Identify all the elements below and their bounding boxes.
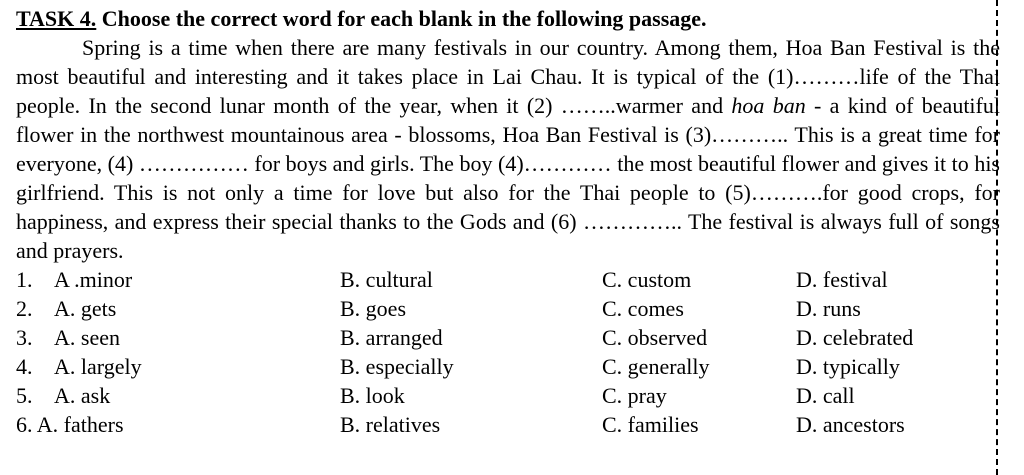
option-b: B. especially <box>340 354 454 379</box>
option-number: 3. <box>16 325 33 350</box>
passage-emphasis: hoa ban <box>731 93 806 118</box>
option-number: 4. <box>16 354 33 379</box>
option-row-3 <box>16 323 1000 352</box>
option-row-2 <box>16 294 1000 323</box>
option-c: C. pray <box>602 383 667 408</box>
option-c: C. custom <box>602 267 692 292</box>
passage-text-1: Spring is a time when there are many festivals in our country. Among them, Hoa Ban Festival is the most beautiful and interesting and it takes place in Lai Chau. It is typical of the (1)………life of the Thai people. In the second lunar month of the year, when it (2) ……..warmer and <box>16 35 1000 118</box>
option-d: D. typically <box>796 354 900 379</box>
option-a: A. seen <box>54 325 120 350</box>
option-d: D. call <box>796 383 855 408</box>
option-c: C. families <box>602 412 699 437</box>
option-number: 5. <box>16 383 33 408</box>
task-instruction: Choose the correct word for each blank in the following passage. <box>101 6 707 31</box>
option-c: C. observed <box>602 325 708 350</box>
option-d: D. festival <box>796 267 888 292</box>
task-label: TASK 4. <box>16 6 97 31</box>
option-c: C. comes <box>602 296 684 321</box>
option-row-4 <box>16 352 1000 381</box>
options-list <box>16 265 1000 439</box>
passage-text-2: - a kind of beautiful flower in the northwest mountainous area - blossoms, Hoa Ban Festival is (3)……….. This is a great time for everyone, (4) …………… for boys and girls. The boy (4)………… the most beautiful flower and gives it to his girlfriend. This is not only a time for love but also for the Thai people to (5)……….for good crops, for happiness, and express their special thanks to the Gods and (6) ………….. The festival is always full of songs and prayers. <box>16 93 1000 263</box>
document <box>16 4 1000 439</box>
option-a: A. ask <box>54 383 111 408</box>
option-b: B. relatives <box>340 412 441 437</box>
option-a: A. gets <box>54 296 117 321</box>
option-d: D. runs <box>796 296 861 321</box>
option-row-6 <box>16 410 1000 439</box>
option-b: B. look <box>340 383 405 408</box>
option-c: C. generally <box>602 354 710 379</box>
option-a: A. largely <box>54 354 142 379</box>
passage-body <box>16 33 1000 265</box>
passage <box>16 33 1000 265</box>
option-a: A .minor <box>54 267 133 292</box>
option-row-1 <box>16 265 1000 294</box>
option-row-5 <box>16 381 1000 410</box>
option-a: 6. A. fathers <box>16 412 124 437</box>
option-d: D. celebrated <box>796 325 914 350</box>
page-edge-dashed-line <box>996 0 998 475</box>
option-number: 2. <box>16 296 33 321</box>
option-number: 1. <box>16 267 33 292</box>
option-b: B. goes <box>340 296 406 321</box>
option-b: B. arranged <box>340 325 443 350</box>
task-heading <box>16 4 1000 33</box>
option-b: B. cultural <box>340 267 433 292</box>
option-d: D. ancestors <box>796 412 905 437</box>
